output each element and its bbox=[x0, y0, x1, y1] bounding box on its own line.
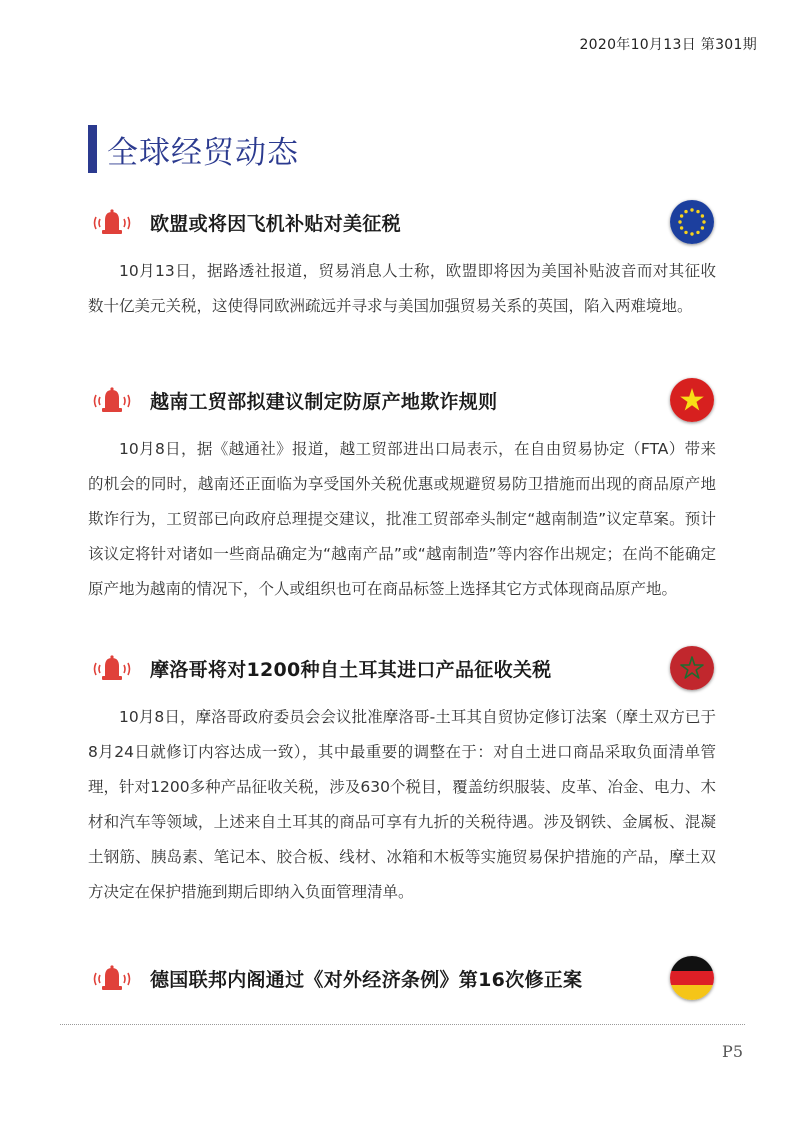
page-number: P5 bbox=[722, 1042, 743, 1061]
vietnam-flag-icon bbox=[670, 378, 714, 422]
news-header-eu bbox=[92, 198, 714, 246]
news-body: 10月8日，据《越通社》报道，越工贸部进出口局表示，在自由贸易协定（FTA）带来的机会的同时，越南还正面临为享受国外关税优惠或规避贸易防卫措施而出现的商品原产地欺诈行为，工贸部已向政府总理提交建议，批准工贸部牵头制定“越南制造”议定草案。预计该议定将针对诸如一些商品确定为“越南产品”或“越南制造”等内容作出规定；在尚不能确定原产地为越南的情况下，个人或组织也可在商品标签上选择其它方式体现商品原产地。 bbox=[88, 440, 716, 598]
news-title: 摩洛哥将对1200种自土耳其进口产品征收关税 bbox=[150, 658, 552, 681]
news-header-vietnam bbox=[92, 376, 714, 424]
alarm-bell-icon bbox=[92, 385, 132, 415]
morocco-flag-icon bbox=[670, 646, 714, 690]
news-body: 10月13日，据路透社报道，贸易消息人士称，欧盟即将因为美国补贴波音而对其征收数十亿美元关税，这使得同欧洲疏远并寻求与美国加强贸易关系的英国，陷入两难境地。 bbox=[88, 262, 716, 315]
alarm-bell-icon bbox=[92, 963, 132, 993]
footer-divider bbox=[60, 1024, 745, 1025]
news-header-morocco bbox=[92, 644, 714, 692]
eu-flag-icon bbox=[670, 200, 714, 244]
alarm-bell-icon bbox=[92, 653, 132, 683]
news-title: 欧盟或将因飞机补贴对美征税 bbox=[150, 212, 401, 235]
alarm-bell-icon bbox=[92, 207, 132, 237]
germany-flag-icon bbox=[670, 956, 714, 1000]
news-title: 越南工贸部拟建议制定防原产地欺诈规则 bbox=[150, 390, 498, 413]
issue-date: 2020年10月13日 第301期 bbox=[579, 37, 757, 53]
section-heading bbox=[88, 124, 299, 174]
news-header-germany bbox=[92, 954, 714, 1002]
news-title: 德国联邦内阁通过《对外经济条例》第16次修正案 bbox=[150, 968, 583, 991]
section-accent-bar bbox=[88, 125, 97, 173]
section-title: 全球经贸动态 bbox=[107, 134, 299, 171]
news-body: 10月8日，摩洛哥政府委员会会议批准摩洛哥-土耳其自贸协定修订法案（摩土双方已于8月24日就修订内容达成一致），其中最重要的调整在于：对自土进口商品采取负面清单管理，针对1200多种产品征收关税，涉及630个税目，覆盖纺织服装、皮革、冶金、电力、木材和汽车等领域，上述来自土耳其的商品可享有九折的关税待遇。涉及钢铁、金属板、混凝土钢筋、胰岛素、笔记本、胶合板、线材、冰箱和木板等实施贸易保护措施的产品，摩土双方决定在保护措施到期后即纳入负面管理清单。 bbox=[88, 708, 716, 901]
